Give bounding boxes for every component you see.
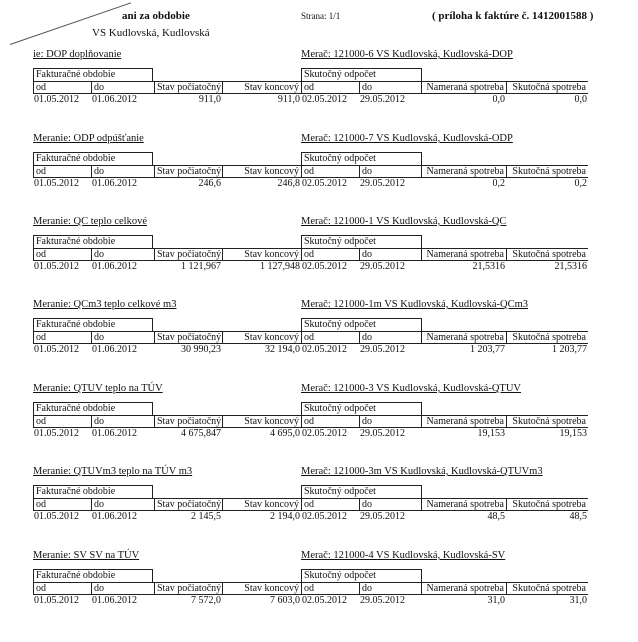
value-cell: 01.05.2012 xyxy=(34,344,79,355)
column-header: od xyxy=(301,81,359,93)
location-name: VS Kudlovská, Kudlovská xyxy=(92,27,210,39)
actual-reading-box: Skutočný odpočet xyxy=(301,318,422,332)
value-cell: 19,153 xyxy=(477,428,505,439)
actual-reading-box: Skutočný odpočet xyxy=(301,485,422,499)
column-header: od xyxy=(33,165,91,177)
column-header: do xyxy=(91,81,154,93)
value-cell: 32 194,0 xyxy=(265,344,300,355)
value-cell: 01.06.2012 xyxy=(92,595,137,606)
merac-label: Merač: 121000-1m VS Kudlovská, Kudlovská-QCm3 xyxy=(301,299,528,310)
value-cell: 19,153 xyxy=(559,428,587,439)
column-header: Stav koncový xyxy=(222,248,301,260)
column-header: Stav koncový xyxy=(222,165,301,177)
billing-period-box: Fakturačné obdobie xyxy=(33,68,153,82)
table-row xyxy=(0,344,638,357)
table-row xyxy=(0,428,638,441)
value-cell: 29.05.2012 xyxy=(360,595,405,606)
table-row xyxy=(0,595,638,608)
column-header: od xyxy=(301,165,359,177)
column-header: do xyxy=(359,415,421,427)
value-cell: 1 127,948 xyxy=(260,261,300,272)
actual-reading-box: Skutočný odpočet xyxy=(301,152,422,166)
column-header: Nameraná spotreba xyxy=(421,165,506,177)
column-header: Stav koncový xyxy=(222,331,301,343)
measurement-block xyxy=(0,466,638,536)
measurement-block xyxy=(0,299,638,369)
table-row xyxy=(0,94,638,107)
billing-period-box: Fakturačné obdobie xyxy=(33,485,153,499)
column-header: od xyxy=(33,81,91,93)
column-header: od xyxy=(301,498,359,510)
column-header: Skutočná spotreba xyxy=(506,331,588,343)
column-header: Stav počiatočný xyxy=(154,81,222,93)
column-header: od xyxy=(301,415,359,427)
value-cell: 4 675,847 xyxy=(181,428,221,439)
column-header: Stav koncový xyxy=(222,582,301,594)
value-cell: 01.06.2012 xyxy=(92,511,137,522)
value-cell: 30 990,23 xyxy=(181,344,221,355)
value-cell: 01.06.2012 xyxy=(92,344,137,355)
column-header: Nameraná spotreba xyxy=(421,81,506,93)
value-cell: 0,2 xyxy=(492,178,505,189)
table-row xyxy=(0,178,638,191)
column-header: od xyxy=(33,582,91,594)
value-cell: 1 203,77 xyxy=(470,344,505,355)
meranie-label: Meranie: QTUV teplo na TÚV xyxy=(33,383,163,394)
value-cell: 1 203,77 xyxy=(552,344,587,355)
value-cell: 01.05.2012 xyxy=(34,428,79,439)
column-header: Stav koncový xyxy=(222,81,301,93)
billing-period-box: Fakturačné obdobie xyxy=(33,402,153,416)
column-header: Skutočná spotreba xyxy=(506,582,588,594)
measurement-block xyxy=(0,550,638,620)
column-header: Stav počiatočný xyxy=(154,498,222,510)
merac-label: Merač: 121000-3m VS Kudlovská, Kudlovská-QTUVm3 xyxy=(301,466,543,477)
value-cell: 21,5316 xyxy=(472,261,505,272)
actual-reading-box: Skutočný odpočet xyxy=(301,235,422,249)
value-cell: 2 145,5 xyxy=(191,511,221,522)
value-cell: 0,2 xyxy=(574,178,587,189)
column-header: do xyxy=(359,582,421,594)
column-header: od xyxy=(301,331,359,343)
value-cell: 29.05.2012 xyxy=(360,344,405,355)
column-header: do xyxy=(359,498,421,510)
column-header: Skutočná spotreba xyxy=(506,165,588,177)
column-header: Stav počiatočný xyxy=(154,582,222,594)
column-header: od xyxy=(33,331,91,343)
value-cell: 02.05.2012 xyxy=(302,94,347,105)
column-header: Skutočná spotreba xyxy=(506,248,588,260)
column-header: Stav počiatočný xyxy=(154,165,222,177)
meranie-label: Meranie: ODP odpúšťanie xyxy=(33,133,144,144)
column-header: Nameraná spotreba xyxy=(421,582,506,594)
value-cell: 246,8 xyxy=(277,178,300,189)
value-cell: 0,0 xyxy=(574,94,587,105)
report-title: ani za obdobie xyxy=(122,10,190,22)
billing-period-box: Fakturačné obdobie xyxy=(33,235,153,249)
invoice-reference: ( príloha k faktúre č. 1412001588 ) xyxy=(432,10,594,22)
measurement-block xyxy=(0,383,638,453)
value-cell: 2 194,0 xyxy=(270,511,300,522)
page-number: Strana: 1/1 xyxy=(301,11,341,21)
column-header: Stav počiatočný xyxy=(154,331,222,343)
column-header: Stav počiatočný xyxy=(154,415,222,427)
value-cell: 31,0 xyxy=(569,595,587,606)
column-header: do xyxy=(91,165,154,177)
column-header: Nameraná spotreba xyxy=(421,248,506,260)
meranie-label: Meranie: QC teplo celkové xyxy=(33,216,148,227)
value-cell: 29.05.2012 xyxy=(360,511,405,522)
value-cell: 02.05.2012 xyxy=(302,344,347,355)
merac-label: Merač: 121000-3 VS Kudlovská, Kudlovská-QTUV xyxy=(301,383,521,394)
table-row xyxy=(0,261,638,274)
column-header: Nameraná spotreba xyxy=(421,331,506,343)
column-header: od xyxy=(33,498,91,510)
billing-period-box: Fakturačné obdobie xyxy=(33,318,153,332)
measurement-block xyxy=(0,216,638,286)
column-header: Stav koncový xyxy=(222,498,301,510)
column-header: Skutočná spotreba xyxy=(506,81,588,93)
meranie-label: Meranie: QCm3 teplo celkové m3 xyxy=(33,299,177,310)
column-header: Skutočná spotreba xyxy=(506,415,588,427)
value-cell: 29.05.2012 xyxy=(360,428,405,439)
column-header: do xyxy=(359,81,421,93)
actual-reading-box: Skutočný odpočet xyxy=(301,569,422,583)
column-header: do xyxy=(91,582,154,594)
measurement-block xyxy=(0,49,638,119)
value-cell: 01.05.2012 xyxy=(34,595,79,606)
value-cell: 01.06.2012 xyxy=(92,94,137,105)
column-header: od xyxy=(301,582,359,594)
meranie-label: Meranie: QTUVm3 teplo na TÚV m3 xyxy=(33,466,193,477)
column-header: do xyxy=(91,248,154,260)
billing-period-box: Fakturačné obdobie xyxy=(33,152,153,166)
column-header: do xyxy=(91,331,154,343)
column-header: Skutočná spotreba xyxy=(506,498,588,510)
merac-label: Merač: 121000-7 VS Kudlovská, Kudlovská-ODP xyxy=(301,133,513,144)
value-cell: 911,0 xyxy=(198,94,221,105)
merac-label: Merač: 121000-6 VS Kudlovská, Kudlovská-DOP xyxy=(301,49,513,60)
value-cell: 01.06.2012 xyxy=(92,261,137,272)
value-cell: 0,0 xyxy=(492,94,505,105)
column-header: do xyxy=(359,165,421,177)
value-cell: 29.05.2012 xyxy=(360,261,405,272)
column-header: Stav koncový xyxy=(222,415,301,427)
value-cell: 4 695,0 xyxy=(270,428,300,439)
value-cell: 01.05.2012 xyxy=(34,261,79,272)
value-cell: 7 603,0 xyxy=(270,595,300,606)
value-cell: 31,0 xyxy=(487,595,505,606)
table-row xyxy=(0,511,638,524)
value-cell: 01.06.2012 xyxy=(92,428,137,439)
column-header: Stav počiatočný xyxy=(154,248,222,260)
billing-period-box: Fakturačné obdobie xyxy=(33,569,153,583)
value-cell: 02.05.2012 xyxy=(302,178,347,189)
value-cell: 01.05.2012 xyxy=(34,178,79,189)
value-cell: 29.05.2012 xyxy=(360,94,405,105)
value-cell: 1 121,967 xyxy=(181,261,221,272)
column-header: od xyxy=(301,248,359,260)
merac-label: Merač: 121000-4 VS Kudlovská, Kudlovská-SV xyxy=(301,550,506,561)
value-cell: 02.05.2012 xyxy=(302,595,347,606)
measurement-block xyxy=(0,133,638,203)
value-cell: 48,5 xyxy=(569,511,587,522)
value-cell: 02.05.2012 xyxy=(302,428,347,439)
value-cell: 29.05.2012 xyxy=(360,178,405,189)
actual-reading-box: Skutočný odpočet xyxy=(301,402,422,416)
value-cell: 7 572,0 xyxy=(191,595,221,606)
value-cell: 21,5316 xyxy=(554,261,587,272)
column-header: Nameraná spotreba xyxy=(421,498,506,510)
value-cell: 01.05.2012 xyxy=(34,511,79,522)
merac-label: Merač: 121000-1 VS Kudlovská, Kudlovská-QC xyxy=(301,216,507,227)
column-header: do xyxy=(359,248,421,260)
column-header: do xyxy=(359,331,421,343)
meranie-label: Meranie: SV SV na TÚV xyxy=(33,550,140,561)
value-cell: 246,6 xyxy=(198,178,221,189)
column-header: do xyxy=(91,415,154,427)
meranie-label: ie: DOP doplňovanie xyxy=(33,49,122,60)
actual-reading-box: Skutočný odpočet xyxy=(301,68,422,82)
value-cell: 01.06.2012 xyxy=(92,178,137,189)
value-cell: 02.05.2012 xyxy=(302,261,347,272)
column-header: od xyxy=(33,248,91,260)
value-cell: 01.05.2012 xyxy=(34,94,79,105)
column-header: Nameraná spotreba xyxy=(421,415,506,427)
value-cell: 48,5 xyxy=(487,511,505,522)
value-cell: 911,0 xyxy=(277,94,300,105)
column-header: do xyxy=(91,498,154,510)
value-cell: 02.05.2012 xyxy=(302,511,347,522)
column-header: od xyxy=(33,415,91,427)
